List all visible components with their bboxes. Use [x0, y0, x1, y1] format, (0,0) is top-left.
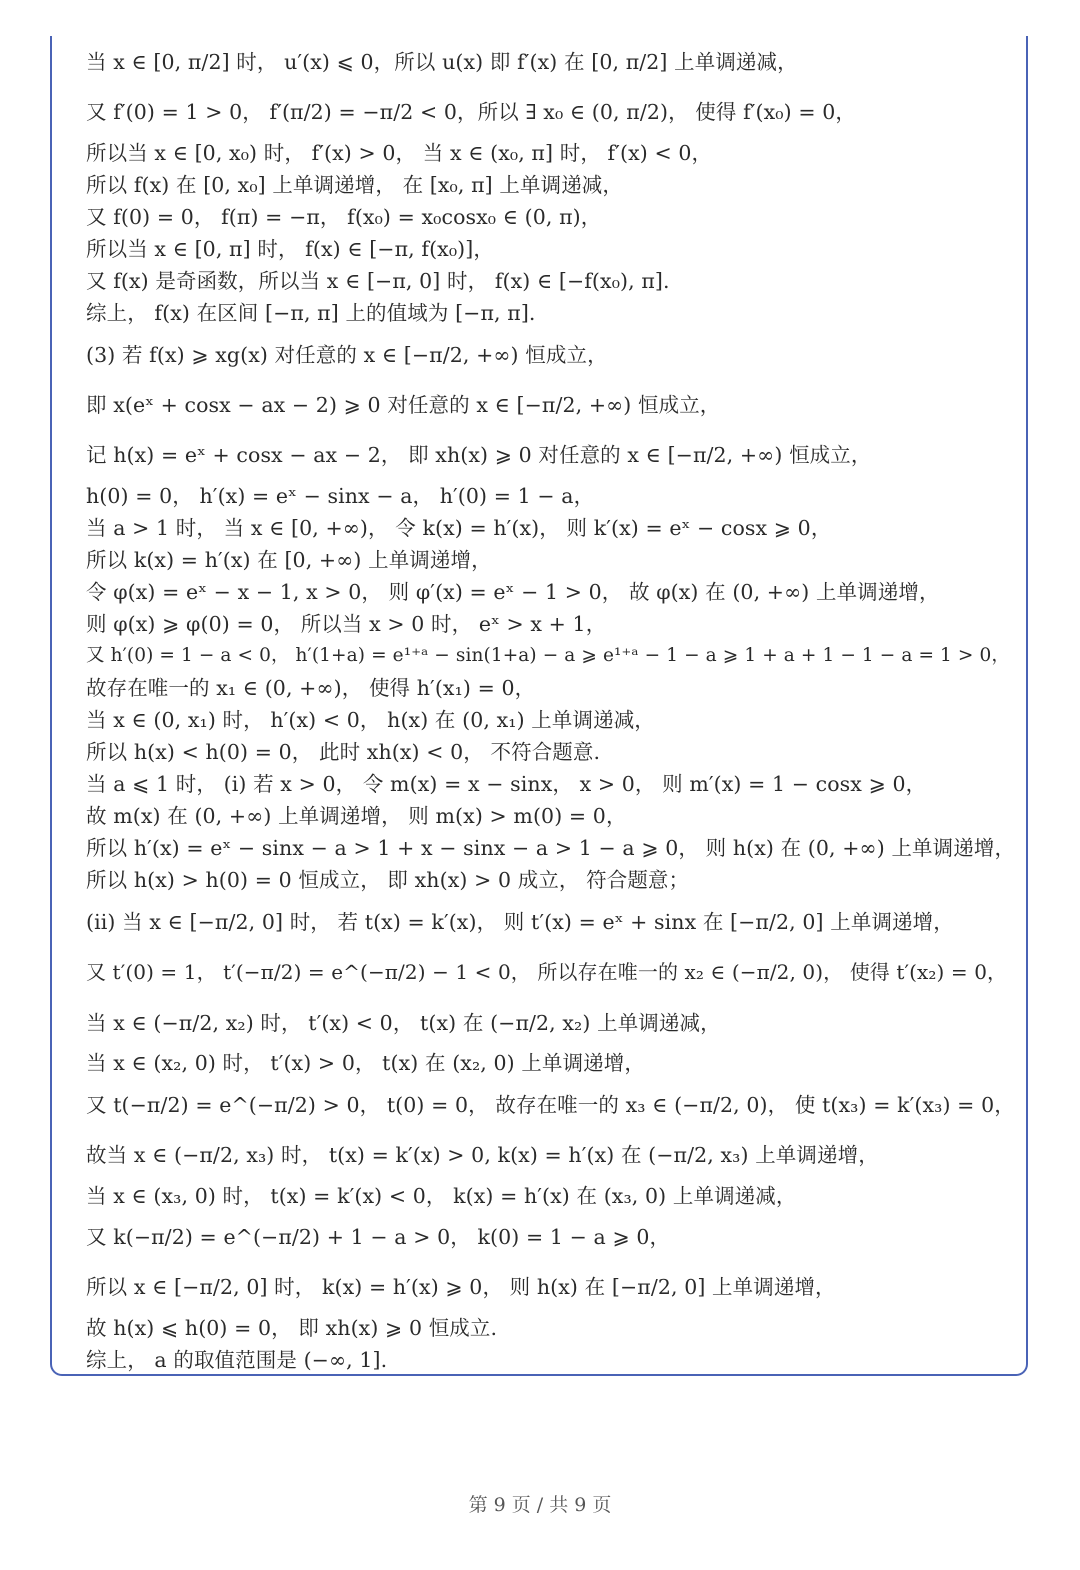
solution-line: 所以 k(x) = h′(x) 在 [0, +∞) 上单调递增， [86, 548, 492, 572]
solution-line: 所以 x ∈ [−π/2, 0] 时， k(x) = h′(x) ⩾ 0， 则 h(x) 在 [−π/2, 0] 上单调递增， [86, 1275, 836, 1299]
solution-line: 故 m(x) 在 (0, +∞) 上单调递增， 则 m(x) > m(0) = 0， [86, 804, 627, 828]
solution-line: (3) 若 f(x) ⩾ xg(x) 对任意的 x ∈ [−π/2, +∞) 恒成立， [86, 343, 608, 367]
solution-line: 即 x(eˣ + cosx − ax − 2) ⩾ 0 对任意的 x ∈ [−π/2, +∞) 恒成立， [86, 393, 721, 417]
solution-line: 所以 f(x) 在 [0, x₀] 上单调递增， 在 [x₀, π] 上单调递减， [86, 173, 623, 197]
solution-line: 记 h(x) = eˣ + cosx − ax − 2， 即 xh(x) ⩾ 0 对任意的 x ∈ [−π/2, +∞) 恒成立， [86, 443, 872, 467]
solution-line: 综上， f(x) 在区间 [−π, π] 上的值域为 [−π, π]. [86, 301, 536, 325]
solution-line: 当 x ∈ (−π/2, x₂) 时， t′(x) < 0， t(x) 在 (−π/2, x₂) 上单调递减， [86, 1011, 721, 1035]
solution-line: 当 x ∈ (0, x₁) 时， h′(x) < 0， h(x) 在 (0, x₁) 上单调递减， [86, 708, 655, 732]
solution-line: 所以 h(x) < h(0) = 0， 此时 xh(x) < 0， 不符合题意. [86, 740, 601, 764]
solution-line: 故当 x ∈ (−π/2, x₃) 时， t(x) = k′(x) > 0, k(x) = h′(x) 在 (−π/2, x₃) 上单调递增， [86, 1143, 879, 1167]
solution-line: 所以当 x ∈ [0, π] 时， f(x) ∈ [−π, f(x₀)]， [86, 237, 494, 261]
solution-line: 所以 h′(x) = eˣ − sinx − a > 1 + x − sinx − a > 1 − a ⩾ 0， 则 h(x) 在 (0, +∞) 上单调递增， [86, 836, 1016, 860]
solution-line: 又 f(x) 是奇函数，所以当 x ∈ [−π, 0] 时， f(x) ∈ [−f(x₀), π]. [86, 269, 670, 293]
solution-line: 当 a > 1 时， 当 x ∈ [0, +∞)， 令 k(x) = h′(x)， 则 k′(x) = eˣ − cosx ⩾ 0， [86, 516, 832, 540]
solution-line: 又 f(0) = 0， f(π) = −π， f(x₀) = x₀cosx₀ ∈ (0, π)， [86, 205, 602, 229]
solution-line: 则 φ(x) ⩾ φ(0) = 0， 所以当 x > 0 时， eˣ > x + 1， [86, 612, 607, 636]
solution-line: 当 x ∈ (x₃, 0) 时， t(x) = k′(x) < 0， k(x) = h′(x) 在 (x₃, 0) 上单调递减， [86, 1184, 797, 1208]
solution-line: 故存在唯一的 x₁ ∈ (0, +∞)， 使得 h′(x₁) = 0， [86, 676, 536, 700]
solution-line: 又 t(−π/2) = e^(−π/2) > 0， t(0) = 0， 故存在唯一的 x₃ ∈ (−π/2, 0)， 使 t(x₃) = k′(x₃) = 0， [86, 1093, 1015, 1117]
solution-line: h(0) = 0， h′(x) = eˣ − sinx − a， h′(0) = 1 − a， [86, 484, 595, 508]
solution-line: 又 k(−π/2) = e^(−π/2) + 1 − a > 0， k(0) = 1 − a ⩾ 0， [86, 1225, 671, 1249]
solution-line: 当 x ∈ (x₂, 0) 时， t′(x) > 0， t(x) 在 (x₂, 0) 上单调递增， [86, 1051, 645, 1075]
solution-line: 综上， a 的取值范围是 (−∞, 1]. [86, 1348, 388, 1372]
solution-line: 所以当 x ∈ [0, x₀) 时， f′(x) > 0， 当 x ∈ (x₀, π] 时， f′(x) < 0， [86, 141, 713, 165]
page-number-footer: 第 9 页 / 共 9 页 [468, 1494, 612, 1516]
solution-line: 令 φ(x) = eˣ − x − 1, x > 0， 则 φ′(x) = eˣ − 1 > 0， 故 φ(x) 在 (0, +∞) 上单调递增， [86, 580, 940, 604]
solution-line: 当 x ∈ [0, π/2] 时， u′(x) ⩽ 0，所以 u(x) 即 f′(x) 在 [0, π/2] 上单调递减， [86, 50, 798, 74]
solution-line: 当 a ⩽ 1 时， (i) 若 x > 0， 令 m(x) = x − sinx， x > 0， 则 m′(x) = 1 − cosx ⩾ 0， [86, 772, 927, 796]
solution-line: 故 h(x) ⩽ h(0) = 0， 即 xh(x) ⩾ 0 恒成立. [86, 1316, 498, 1340]
solution-line: 又 h′(0) = 1 − a < 0， h′(1+a) = e¹⁺ᵃ − sin(1+a) − a ⩾ e¹⁺ᵃ − 1 − a ⩾ 1 + a + 1 − 1 − a = 1 > 0， [86, 645, 1010, 666]
solution-line: 所以 h(x) > h(0) = 0 恒成立， 即 xh(x) > 0 成立， 符合题意； [86, 868, 690, 892]
solution-line: 又 t′(0) = 1， t′(−π/2) = e^(−π/2) − 1 < 0， 所以存在唯一的 x₂ ∈ (−π/2, 0)， 使得 t′(x₂) = 0， [86, 960, 1008, 984]
solution-line: (ii) 当 x ∈ [−π/2, 0] 时， 若 t(x) = k′(x)， 则 t′(x) = eˣ + sinx 在 [−π/2, 0] 上单调递增， [86, 910, 954, 934]
solution-line: 又 f′(0) = 1 > 0， f′(π/2) = −π/2 < 0，所以 ∃ x₀ ∈ (0, π/2)， 使得 f′(x₀) = 0， [86, 100, 856, 124]
